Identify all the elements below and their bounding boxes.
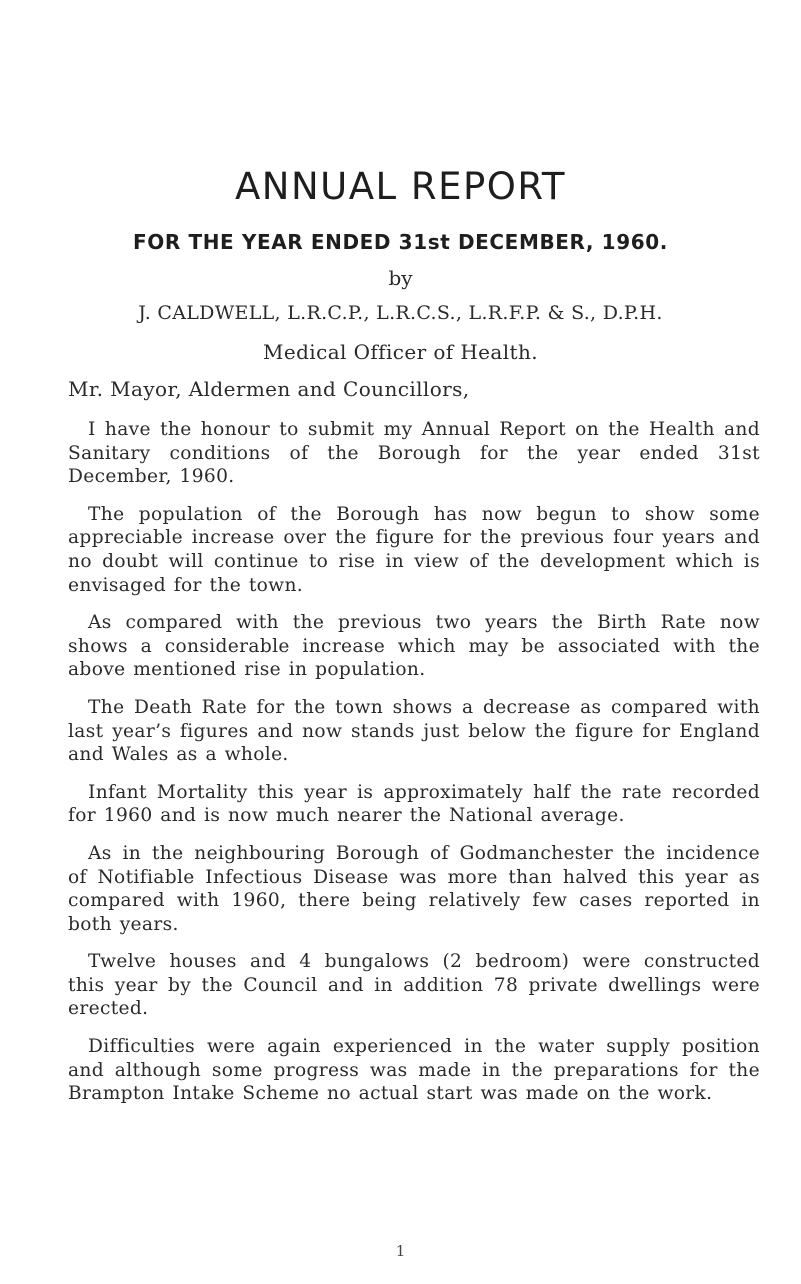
page-number: 1 (395, 1242, 406, 1260)
salutation: Mr. Mayor, Aldermen and Councillors, (68, 377, 470, 401)
paragraph-birth-rate: As compared with the previous two years the Birth Rate now shows a considerable increase which may be associated with the above mentioned rise in population. (68, 612, 760, 681)
byline-by: by (388, 266, 413, 290)
report-body (68, 418, 760, 1120)
paragraph-intro: I have the honour to submit my Annual Report on the Health and Sanitary conditions of the Borough for the year ended 31st December, 1960. (68, 419, 760, 488)
author-name: J. CALDWELL, L.R.C.P., L.R.C.S., L.R.F.P. & S., D.P.H. (138, 302, 663, 324)
report-title: ANNUAL REPORT (234, 165, 567, 208)
paragraph-housing: Twelve houses and 4 bungalows (2 bedroom) were constructed this year by the Council and in addition 78 private dwellings were erected. (68, 951, 760, 1020)
paragraph-infant-mortality: Infant Mortality this year is approximately half the rate recorded for 1960 and is now much nearer the National average. (68, 781, 760, 827)
report-subtitle: FOR THE YEAR ENDED 31st DECEMBER, 1960. (133, 230, 668, 254)
paragraph-death-rate: The Death Rate for the town shows a decrease as compared with last year’s figures and now stands just below the figure for England and Wales as a whole. (68, 696, 760, 766)
paragraph-infectious-disease: As in the neighbouring Borough of Godmanchester the incidence of Notifiable Infectious Disease was more than halved this year as compared with 1960, there being relatively few cases reported in both years. (68, 842, 760, 935)
paragraph-water-supply: Difficulties were again experienced in the water supply position and although some progress was made in the preparations for the Brampton Intake Scheme no actual start was made on the work. (68, 1036, 760, 1105)
paragraph-population: The population of the Borough has now begun to show some appreciable increase over the figure for the previous four years and no doubt will continue to rise in view of the development which is envisaged for the town. (68, 503, 760, 596)
author-role: Medical Officer of Health. (262, 340, 539, 364)
